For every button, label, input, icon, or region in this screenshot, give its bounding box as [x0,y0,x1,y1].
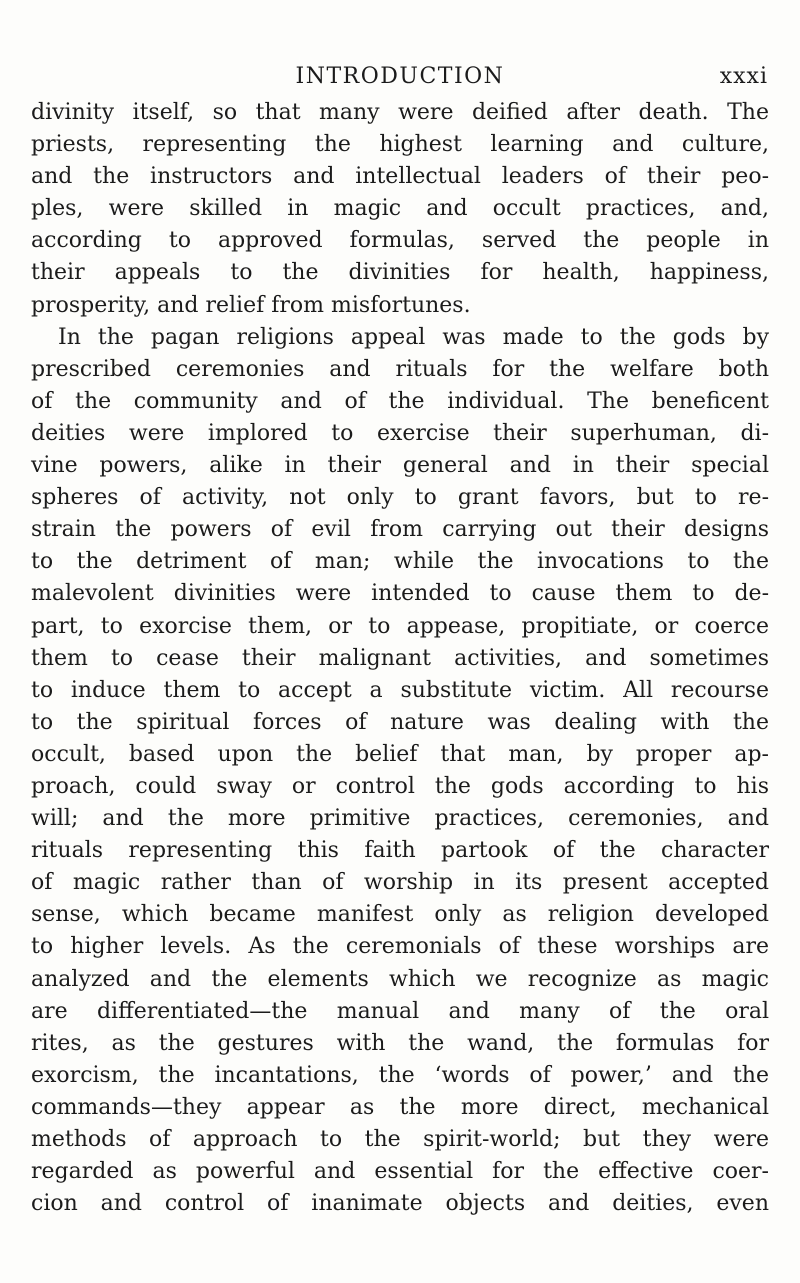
text-line: are differentiated—the manual and many of the oral [31,998,769,1024]
text-line: regarded as powerful and essential for the effective coer- [31,1159,769,1185]
text-line: exorcism, the incantations, the ‘words of power,’ and the [31,1062,769,1088]
text-line: them to cease their malignant activities, and sometimes [31,645,769,671]
text-line: malevolent divinities were intended to cause them to de- [31,581,769,607]
text-line: their appeals to the divinities for health, happiness, [31,260,769,286]
text-line: vine powers, alike in their general and in their special [31,453,769,479]
text-line: will; and the more primitive practices, ceremonies, and [31,806,769,832]
text-line: ples, were skilled in magic and occult practices, and, [31,196,769,222]
paragraph-end-line: prosperity, and relief from misfortunes. [31,292,471,318]
text-line: analyzed and the elements which we recognize as magic [31,966,769,992]
running-title: INTRODUCTION [295,64,505,89]
text-line: commands—they appear as the more direct, mechanical [31,1094,769,1120]
text-line: and the instructors and intellectual leaders of their peo- [31,164,769,190]
text-line: spheres of activity, not only to grant favors, but to re- [31,485,769,511]
text-line: methods of approach to the spirit-world; but they were [31,1127,769,1152]
text-line: rituals representing this faith partook of the character [31,838,769,864]
text-line: rites, as the gestures with the wand, the formulas for [31,1030,769,1056]
text-line: to induce them to accept a substitute victim. All recourse [31,677,769,703]
running-head [32,62,768,92]
text-line: deities were implored to exercise their superhuman, di- [31,420,769,446]
text-line: to the detriment of man; while the invocations to the [31,549,769,575]
text-line: prescribed ceremonies and rituals for the welfare both [31,356,769,382]
text-line: of magic rather than of worship in its present accepted [31,870,769,896]
text-line: to the spiritual forces of nature was dealing with the [31,709,769,735]
text-line: occult, based upon the belief that man, by proper ap- [31,741,769,767]
text-line: part, to exorcise them, or to appease, propitiate, or coerce [31,613,769,639]
body-text [31,97,769,1220]
text-line: according to approved formulas, served the people in [31,228,769,254]
text-line: cion and control of inanimate objects and deities, even [31,1191,769,1217]
text-line: divinity itself, so that many were deified after death. The [31,100,769,125]
text-line: to higher levels. As the ceremonials of these worships are [31,934,769,960]
text-line: strain the powers of evil from carrying out their designs [31,517,769,543]
text-line: sense, which became manifest only as religion developed [31,902,769,928]
text-line: proach, could sway or control the gods according to his [31,773,769,799]
page-number: xxxi [719,64,768,89]
text-line: priests, representing the highest learning and culture, [31,132,769,158]
paragraph-start-line: In the pagan religions appeal was made to the gods by [58,324,769,350]
text-line: of the community and of the individual. The beneficent [31,388,769,414]
